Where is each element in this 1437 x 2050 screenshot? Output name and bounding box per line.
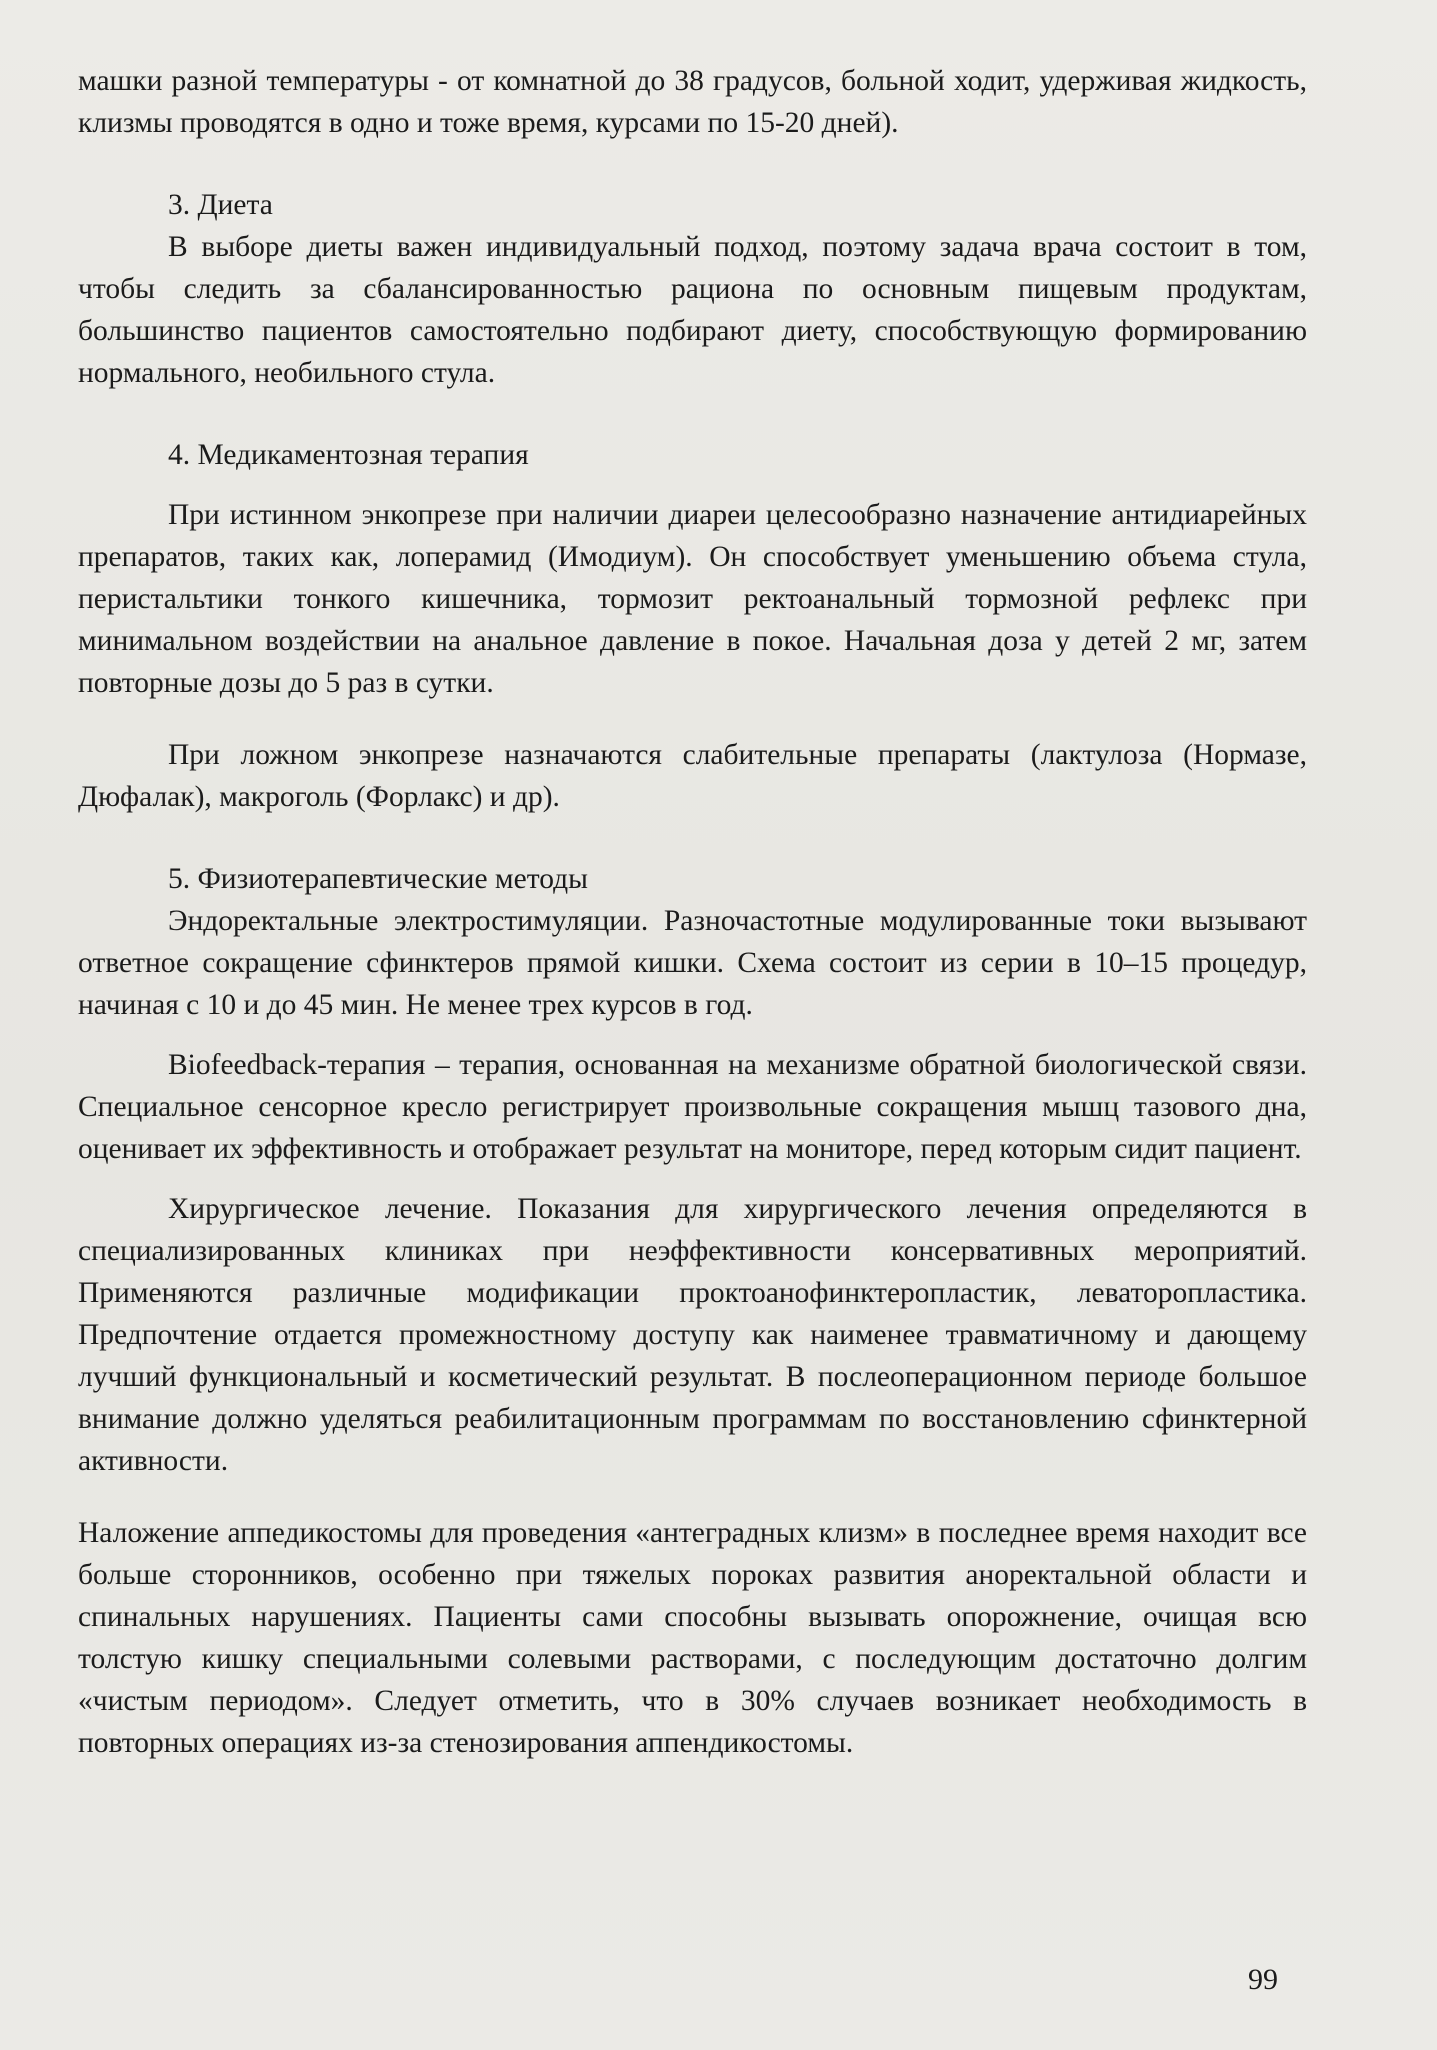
paragraph-electrostimulation: Эндоректальные электростимуляции. Разночастотные модулированные токи вызывают ответное сокращение сфинктеров прямой кишки. Схема состоит из серии в 10–15 процедур, начиная с 10 и до 45 мин. Не менее трех курсов в год. — [78, 905, 1307, 1021]
page-number: 99 — [1248, 1963, 1278, 1996]
paragraph-false-encopresis: При ложном энкопрезе назначаются слабительные препараты (лактулоза (Нормазе, Дюфалак), макроголь (Форлакс) и др). — [78, 739, 1307, 813]
paragraph-diet: В выборе диеты важен индивидуальный подход, поэтому задача врача состоит в том, чтобы следить за сбалансированностью рациона по основным пищевым продуктам, большинство пациентов самостоятельно подбирают диету, способствующую формированию нормального, необильного стула. — [78, 231, 1307, 389]
paragraph-continuation: машки разной температуры - от комнатной до 38 градусов, больной ходит, удерживая жидкость, клизмы проводятся в одно и тоже время, курсами по 15-20 дней). — [78, 65, 1307, 139]
paragraph-appendicostomy: Наложение аппедикостомы для проведения «антеградных клизм» в последнее время находит все больше сторонников, особенно при тяжелых пороках развития аноректальной области и спинальных нарушениях. Пациенты сами способны вызывать опорожнение, очищая всю толстую кишку специальными солевыми растворами, с последующим достаточно долгим «чистым периодом». Следует отметить, что в 30% случаев возникает необходимость в повторных операциях из-за стенозирования аппендикостомы. — [78, 1517, 1307, 1759]
page-content — [78, 60, 1307, 1764]
section-heading-physiotherapy: 5. Физиотерапевтические методы — [168, 863, 588, 895]
section-heading-drug-therapy: 4. Медикаментозная терапия — [168, 439, 529, 471]
paragraph-surgery: Хирургическое лечение. Показания для хирургического лечения определяются в специализированных клиниках при неэффективности консервативных мероприятий. Применяются различные модификации проктоанофинктеропластик, леваторопластика. Предпочтение отдается промежностному доступу как наименее травматичному и дающему лучший функциональный и косметический результат. В послеоперационном периоде большое внимание должно уделяться реабилитационным программам по восстановлению сфинктерной активности. — [78, 1193, 1307, 1477]
section-heading-diet: 3. Диета — [168, 189, 273, 221]
paragraph-true-encopresis: При истинном энкопрезе при наличии диареи целесообразно назначение антидиарейных препаратов, таких как, лоперамид (Имодиум). Он способствует уменьшению объема стула, перистальтики тонкого кишечника, тормозит ректоанальный тормозной рефлекс при минимальном воздействии на анальное давление в покое. Начальная доза у детей 2 мг, затем повторные дозы до 5 раз в сутки. — [78, 499, 1307, 699]
paragraph-biofeedback: Biofeedback-терапия – терапия, основанная на механизме обратной биологической связи. Специальное сенсорное кресло регистрирует произвольные сокращения мышц тазового дна, оценивает их эффективность и отображает результат на мониторе, перед которым сидит пациент. — [78, 1049, 1307, 1165]
